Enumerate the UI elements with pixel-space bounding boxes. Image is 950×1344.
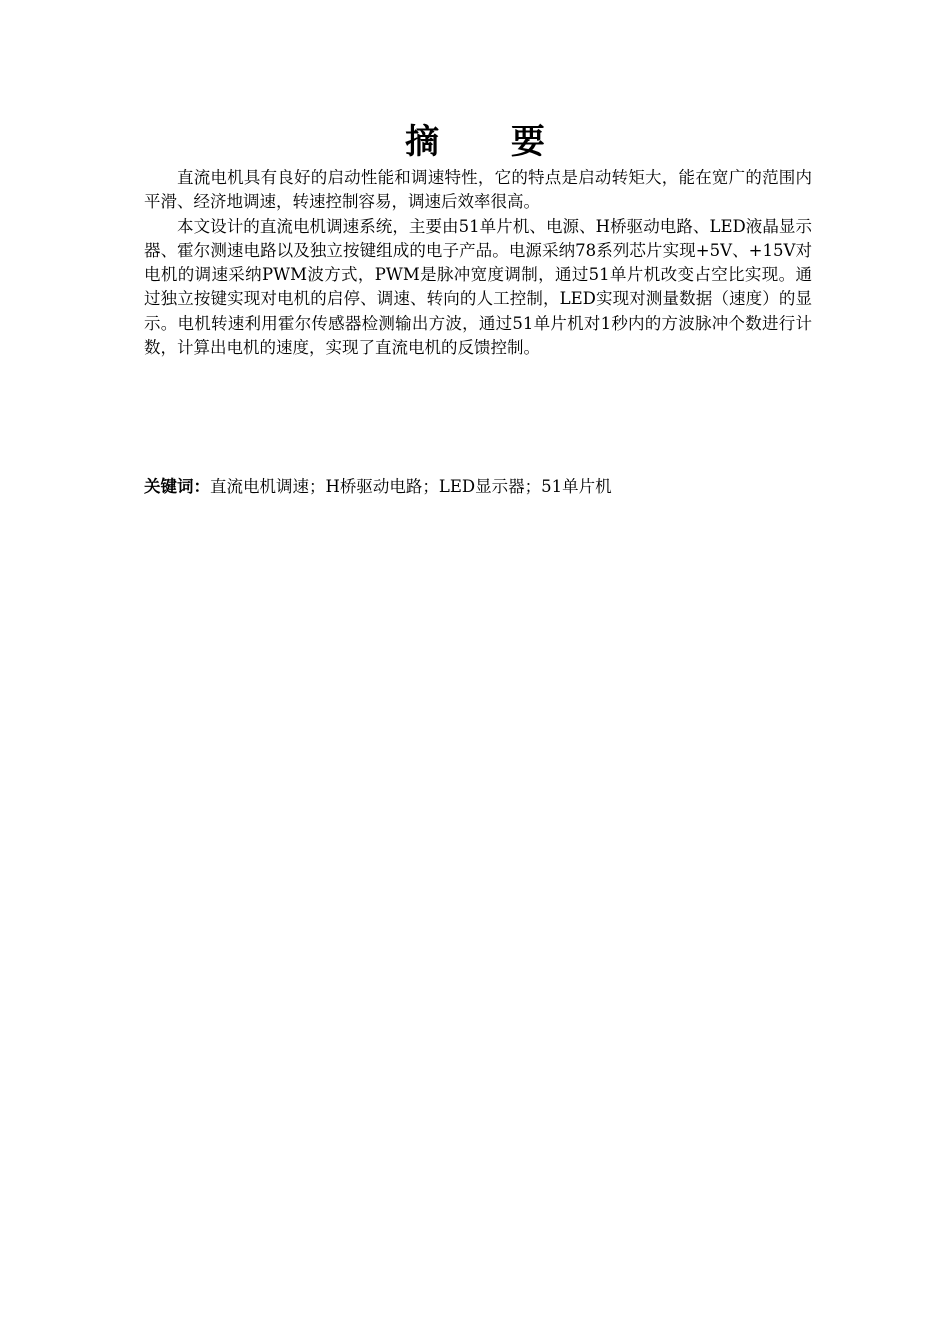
abstract-paragraph-2: 本文设计的直流电机调速系统，主要由51单片机、电源、H桥驱动电路、LED液晶显示器、霍尔测速电路以及独立按键组成的电子产品。电源采纳78系列芯片实现+5V、+15V对电机的调速采纳PWM波方式，PWM是脉冲宽度调制，通过51单片机改变占空比实现。通过独立按键实现对电机的启停、调速、转向的人工控制，LED实现对测量数据（速度）的显示。电机转速利用霍尔传感器检测输出方波，通过51单片机对1秒内的方波脉冲个数进行计数，计算出电机的速度，实现了直流电机的反馈控制。 — [144, 216, 812, 358]
abstract-body — [144, 166, 812, 360]
keywords-label: 关键词： — [144, 477, 210, 496]
abstract-paragraph-1: 直流电机具有良好的启动性能和调速特性，它的特点是启动转矩大，能在宽广的范围内平滑、经济地调速，转速控制容易，调速后效率很高。 — [144, 168, 812, 212]
abstract-title: 摘 要 — [405, 122, 575, 162]
keywords-value: 直流电机调速；H桥驱动电路；LED显示器；51单片机 — [210, 477, 612, 496]
keywords-line — [144, 475, 812, 499]
